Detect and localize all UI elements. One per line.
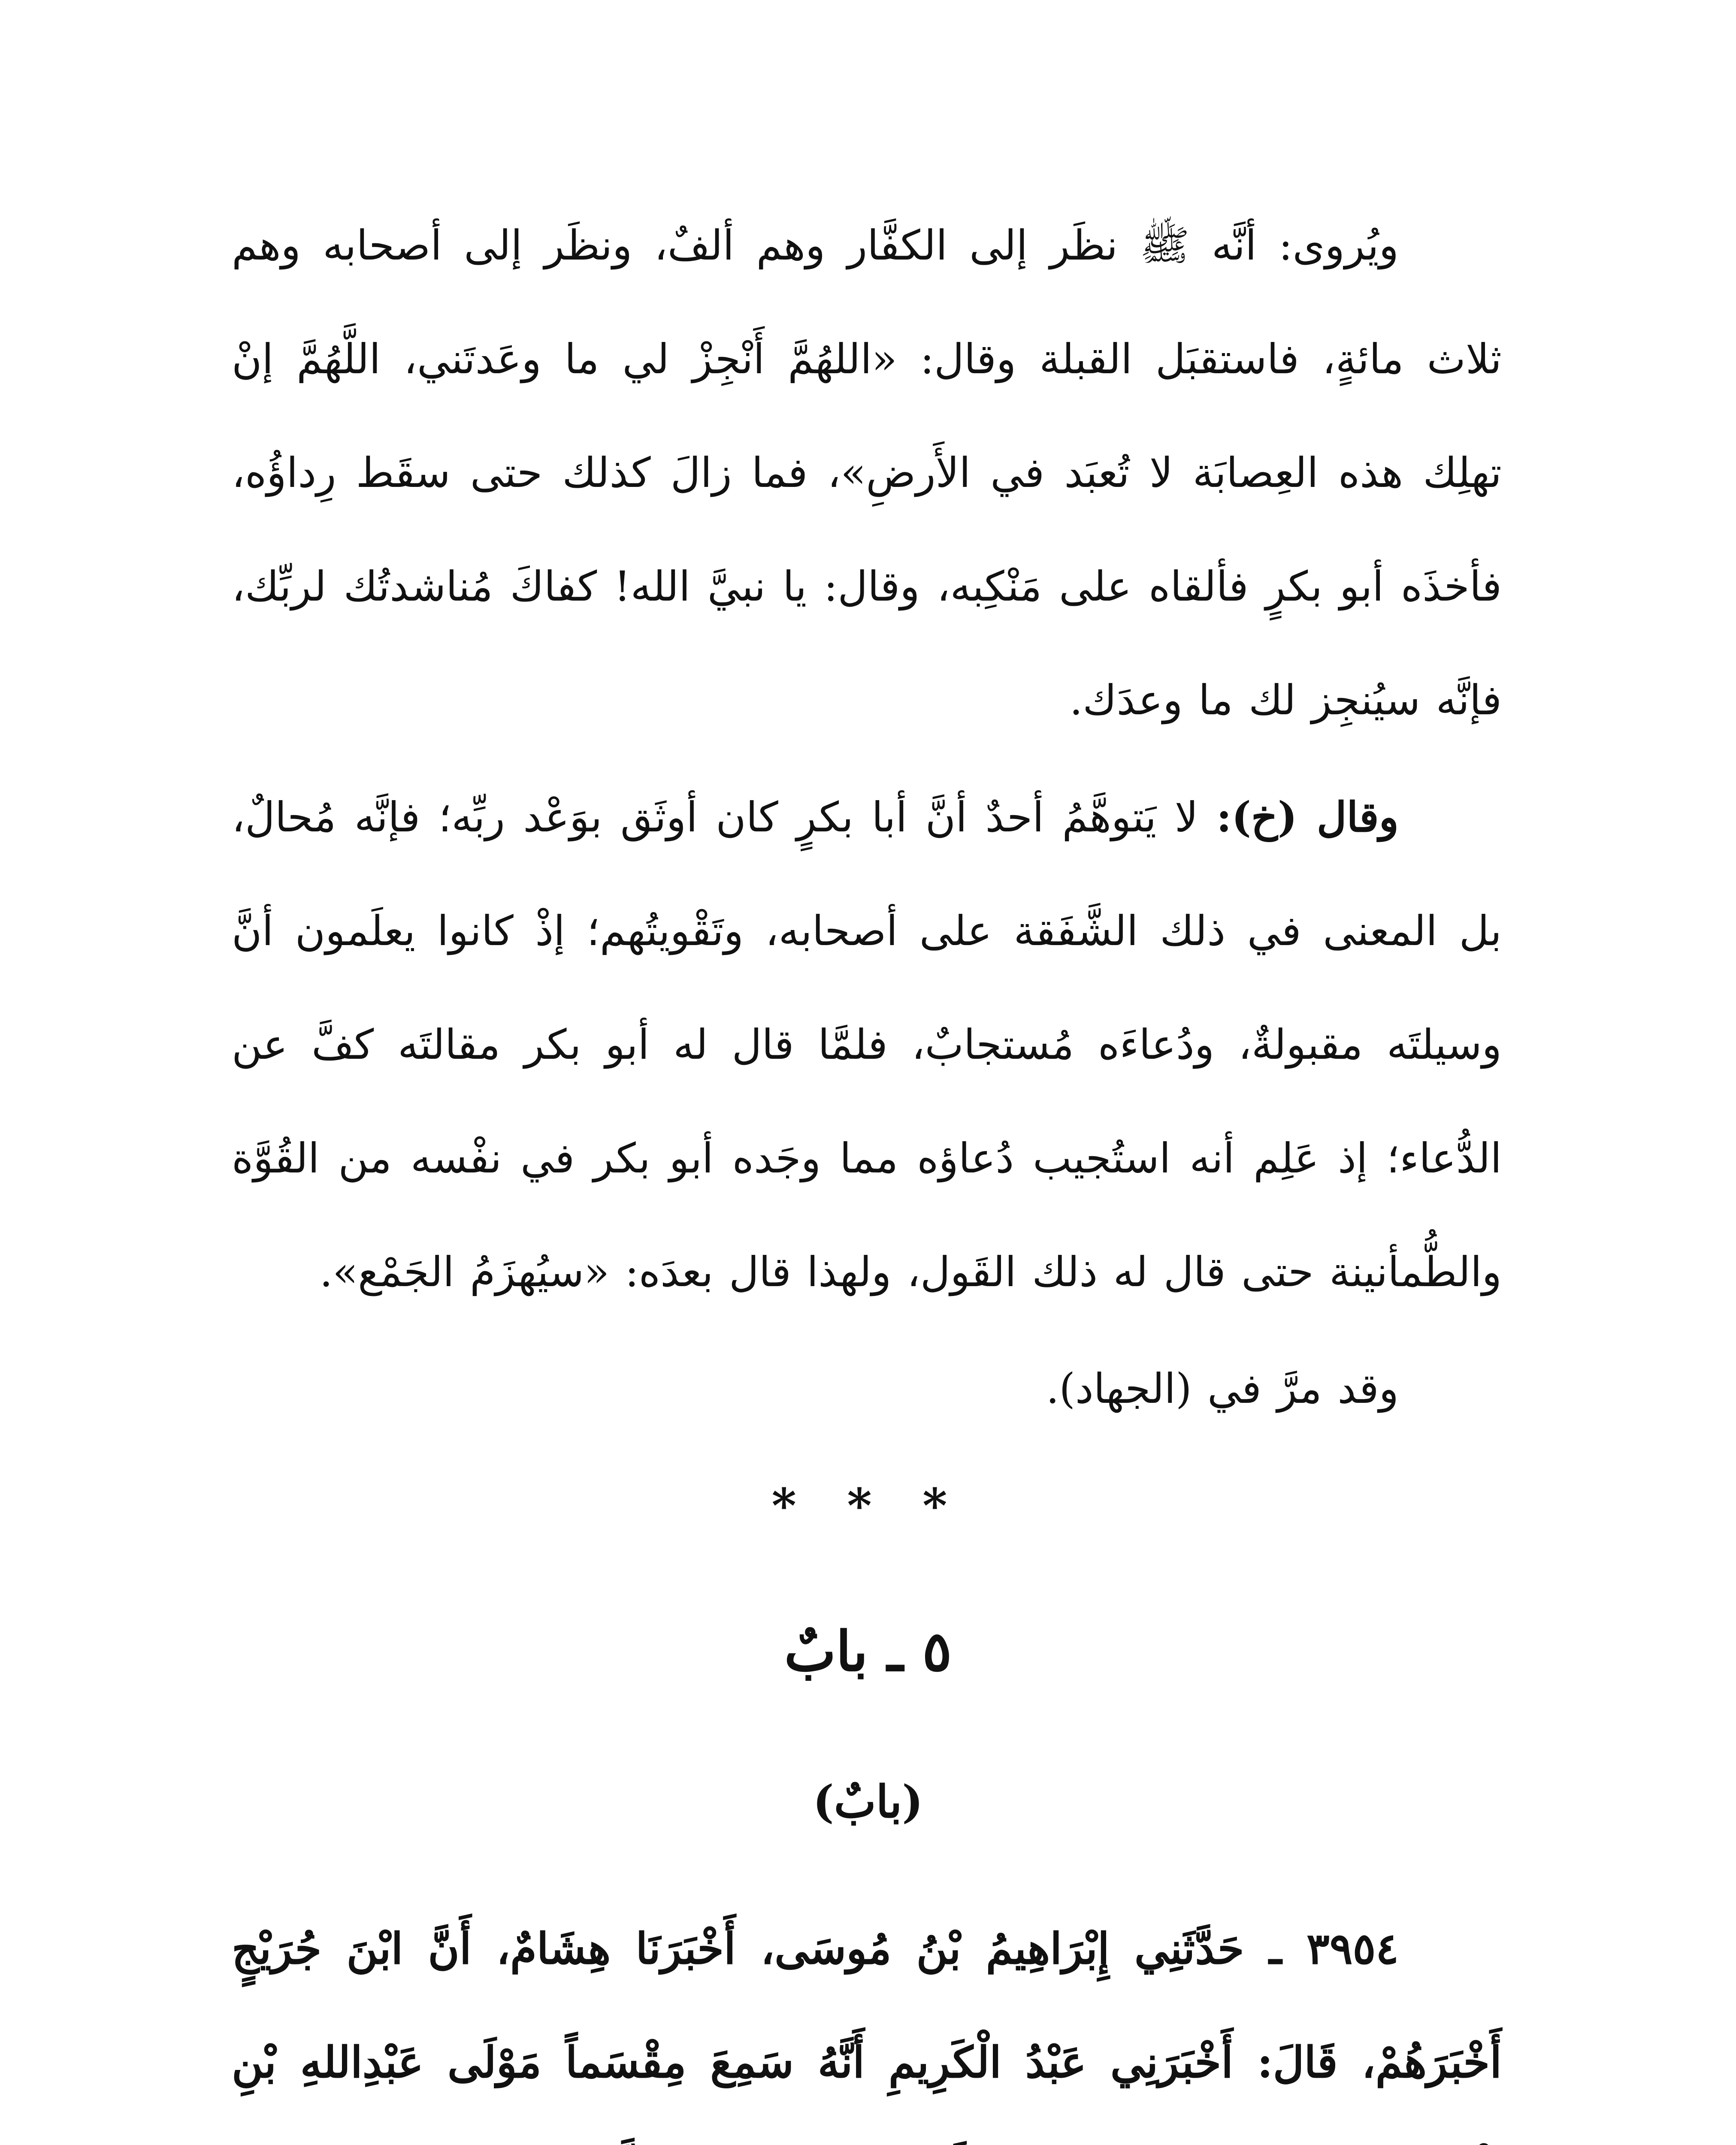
paragraph-commentary [232, 760, 1502, 1329]
chapter-subtitle: (بابٌ) [813, 1775, 923, 1828]
paragraph-text [232, 760, 1502, 1329]
hadith-text-block [232, 1892, 1502, 2145]
paragraph-reference [232, 1332, 1502, 1446]
paragraph-text: وقد مرَّ في (الجهاد). [1046, 1365, 1399, 1413]
commentary-text: لا يَتوهَّمُ أحدٌ أنَّ أبا بكرٍ كان أوثَق بوَعْد ربِّه؛ فإنَّه مُحالٌ، بل المعنى في ذلك الشَّفَقة على أصحابه، وتَقْويتُهم؛ إذْ كانوا يعلَمون أنَّ وسيلتَه مقبولةٌ، ودُعاءَه مُستجابٌ، فلمَّا قال له أبو بكر مقالتَه كفَّ عن الدُّعاء؛ إذ عَلِم أنه استُجيب دُعاؤه مما وجَده أبو بكر في نفْسه من القُوَّة والطُّمأنينة حتى قال له ذلك القَول، ولهذا قال بعدَه: «سيُهزَمُ الجَمْع». [232, 793, 1502, 1296]
paragraph-text: ويُروى: أنَّه ﷺ نظَر إلى الكفَّار وهم ألفٌ، ونظَر إلى أصحابه وهم ثلاث مائةٍ، فاستقبَل القبلة وقال: «اللهُمَّ أَنْجِزْ لي ما وعَدتَني، اللَّهُمَّ إنْ تهلِك هذه العِصابَة لا تُعبَد في الأَرضِ»، فما زالَ كذلك حتى سقَط رِداؤُه، فأخذَه أبو بكرٍ فألقاه على مَنْكِبه، وقال: يا نبيَّ الله! كفاكَ مُناشدتُك لربِّك، فإنَّه سيُنجِز لك ما وعدَك. [232, 221, 1502, 724]
commentary-lead: وقال (خ): [1216, 793, 1399, 841]
paragraph-narration [232, 189, 1502, 757]
hadith-text: ٣٩٥٤ ـ حَدَّثَنِي إِبْرَاهِيمُ بْنُ مُوسَى، أَخْبَرَنَا هِشَامٌ، أَنَّ ابْنَ جُرَيْجٍ أَخْبَرَهُمْ، قَالَ: أَخْبَرَنِي عَبْدُ الْكَرِيمِ أَنَّهُ سَمِعَ مِقْسَماً مَوْلَى عَبْدِاللهِ بْنِ [232, 1923, 1502, 2088]
section-separator: * * * [771, 1478, 965, 1533]
chapter-heading: ٥ ـ بابٌ [784, 1619, 952, 1684]
